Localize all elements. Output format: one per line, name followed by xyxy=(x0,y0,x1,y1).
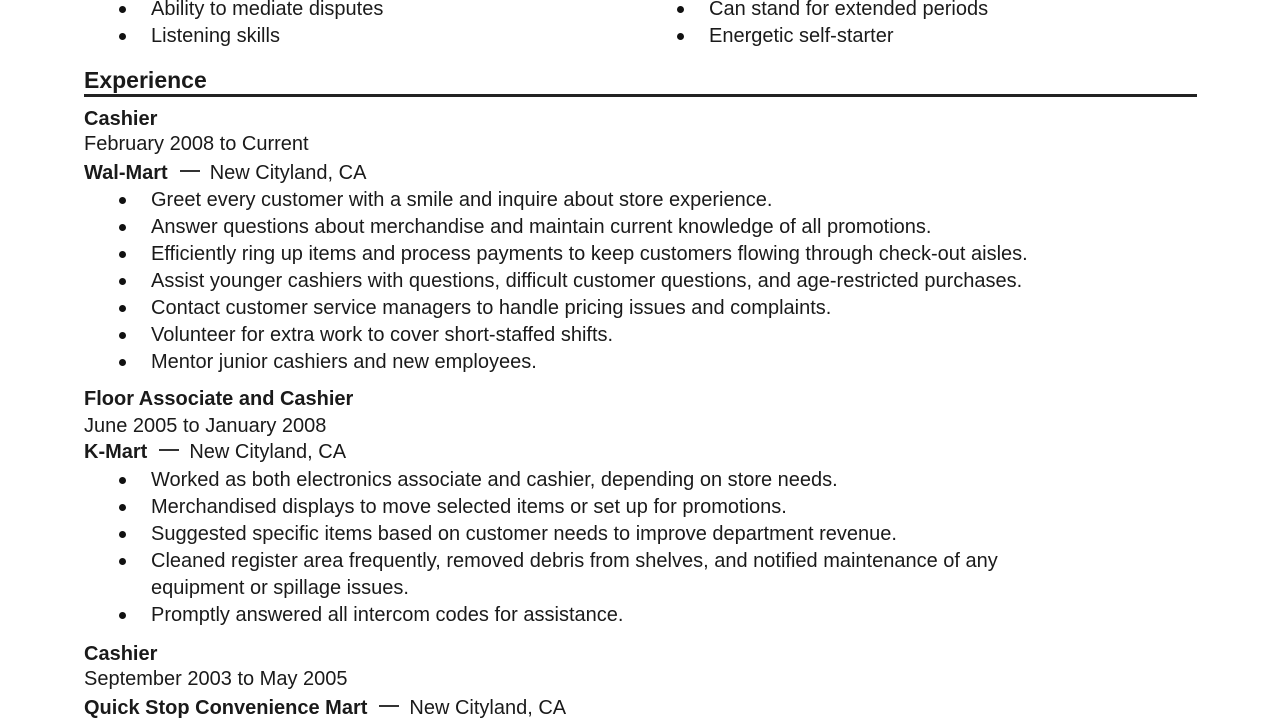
experience-heading: Experience xyxy=(84,67,207,93)
duty-bullet xyxy=(119,251,126,258)
duty-item: Promptly answered all intercom codes for assistance. xyxy=(151,604,624,626)
job-dates: June 2005 to January 2008 xyxy=(84,415,327,437)
duty-item: Worked as both electronics associate and cashier, depending on store needs. xyxy=(151,469,838,491)
skill-bullet xyxy=(677,33,684,40)
section-divider xyxy=(84,94,1197,97)
dash-separator xyxy=(379,705,399,707)
duty-item: Contact customer service managers to handle pricing issues and complaints. xyxy=(151,297,832,319)
duty-item: Mentor junior cashiers and new employees. xyxy=(151,351,537,373)
skill-item: Can stand for extended periods xyxy=(709,0,989,20)
skill-bullet xyxy=(677,6,684,13)
skill-item: Energetic self-starter xyxy=(709,25,894,47)
duty-item: Cleaned register area frequently, removed debris from shelves, and notified maintenance of any xyxy=(151,550,998,572)
skill-bullet xyxy=(119,6,126,13)
duty-bullet xyxy=(119,477,126,484)
job-dates: September 2003 to May 2005 xyxy=(84,668,348,690)
duty-bullet xyxy=(119,504,126,511)
skill-bullet xyxy=(119,33,126,40)
duty-item: Answer questions about merchandise and maintain current knowledge of all promotions. xyxy=(151,216,932,238)
skill-item: Ability to mediate disputes xyxy=(151,0,384,20)
duty-bullet xyxy=(119,278,126,285)
employer-line xyxy=(84,696,566,720)
job-title: Floor Associate and Cashier xyxy=(84,388,354,410)
duty-bullet xyxy=(119,224,126,231)
duty-bullet xyxy=(119,612,126,619)
duty-item: Efficiently ring up items and process payments to keep customers flowing through check-out aisles. xyxy=(151,243,1028,265)
employer-location: New Cityland, CA xyxy=(189,441,347,463)
duty-bullet xyxy=(119,332,126,339)
duty-item: Greet every customer with a smile and inquire about store experience. xyxy=(151,189,773,211)
job-dates: February 2008 to Current xyxy=(84,133,309,155)
employer-location: New Cityland, CA xyxy=(409,697,567,719)
employer-location: New Cityland, CA xyxy=(209,162,367,184)
duty-bullet xyxy=(119,197,126,204)
duty-bullet xyxy=(119,305,126,312)
employer-name: Wal-Mart xyxy=(84,162,168,184)
employer-line xyxy=(84,161,366,185)
employer-name: K-Mart xyxy=(84,441,148,463)
dash-separator xyxy=(159,449,179,451)
duty-item: Volunteer for extra work to cover short-staffed shifts. xyxy=(151,324,614,346)
employer-line xyxy=(84,440,346,464)
duty-bullet xyxy=(119,359,126,366)
duty-item: Assist younger cashiers with questions, difficult customer questions, and age-restricted purchases. xyxy=(151,270,1023,292)
duty-item: Suggested specific items based on customer needs to improve department revenue. xyxy=(151,523,897,545)
job-title: Cashier xyxy=(84,108,158,130)
skill-item: Listening skills xyxy=(151,25,280,47)
job-title: Cashier xyxy=(84,643,158,665)
employer-name: Quick Stop Convenience Mart xyxy=(84,697,368,719)
duty-item: Merchandised displays to move selected items or set up for promotions. xyxy=(151,496,787,518)
duty-bullet xyxy=(119,531,126,538)
dash-separator xyxy=(180,170,200,172)
duty-bullet xyxy=(119,558,126,565)
duty-item-continuation: equipment or spillage issues. xyxy=(151,577,409,599)
